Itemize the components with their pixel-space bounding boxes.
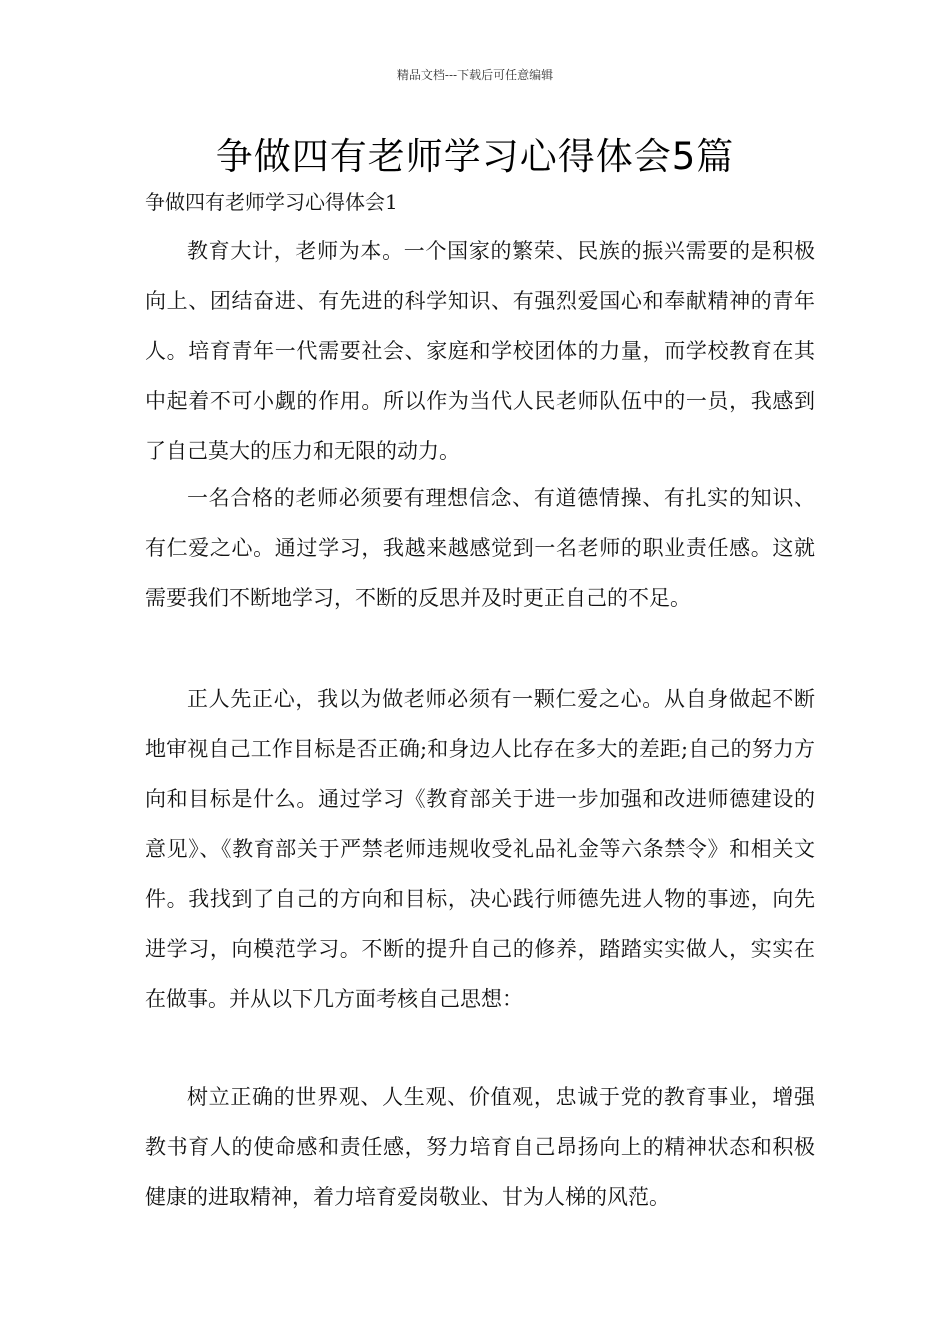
section-subtitle: 争做四有老师学习心得体会1 [145,190,398,214]
document-title: 争做四有老师学习心得体会5篇 [215,135,735,178]
header-note: 精品文档---下载后可任意编辑 [396,68,554,82]
paragraph-1: 教育大计，老师为本。一个国家的繁荣、民族的振兴需要的是积极向上、团结奋进、有先进的科学知识、有强烈爱国心和奉献精神的青年人。培育青年一代需要社会、家庭和学校团体的力量，而学校教育在其中起着不可小觑的作用。所以作为当代人民老师队伍中的一员，我感到了自己莫大的压力和无限的动力。 [145,239,815,463]
paragraph-4: 树立正确的世界观、人生观、价值观，忠诚于党的教育事业，增强教书育人的使命感和责任感，努力培育自己昂扬向上的精神状态和积极健康的进取精神，着力培育爱岗敬业、甘为人梯的风范。 [145,1085,815,1209]
paragraph-3: 正人先正心，我以为做老师必须有一颗仁爱之心。从自身做起不断地审视自己工作目标是否正确;和身边人比存在多大的差距;自己的努力方向和目标是什么。通过学习《教育部关于进一步加强和改进师德建设的意见》、《教育部关于严禁老师违规收受礼品礼金等六条禁令》和相关文件。我找到了自己的方向和目标，决心践行师德先进人物的事迹，向先进学习，向模范学习。不断的提升自己的修养，踏踏实实做人，实实在在做事。并从以下几方面考核自己思想： [145,687,815,1011]
paragraph-2: 一名合格的老师必须要有理想信念、有道德情操、有扎实的知识、有仁爱之心。通过学习，我越来越感觉到一名老师的职业责任感。这就需要我们不断地学习，不断的反思并及时更正自己的不足。 [145,486,815,610]
